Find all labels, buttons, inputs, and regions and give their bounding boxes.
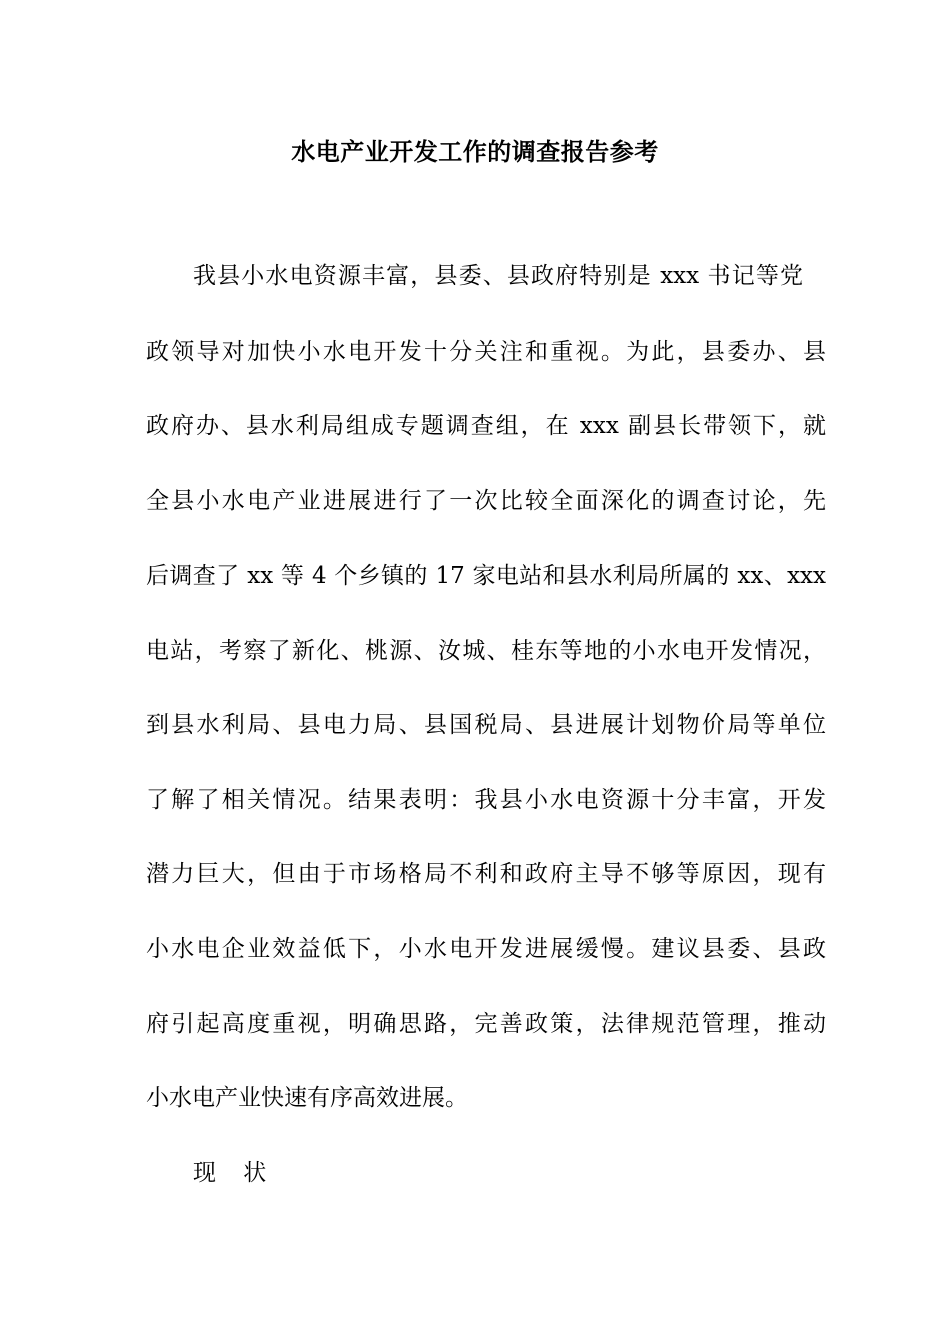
paragraph-line: 政府办、县水利局组成专题调查组，在 xxx 副县长带领下，就: [146, 413, 826, 439]
paragraph-line: 小水电企业效益低下，小水电开发进展缓慢。建议县委、县政: [146, 936, 826, 962]
paragraph-line: 电站，考察了新化、桃源、汝城、桂东等地的小水电开发情况，: [146, 638, 826, 664]
paragraph-line: 我县小水电资源丰富，县委、县政府特别是 xxx 书记等党: [193, 263, 803, 289]
paragraph-line: 潜力巨大，但由于市场格局不利和政府主导不够等原因，现有: [146, 861, 826, 887]
paragraph-line: 全县小水电产业进展进行了一次比较全面深化的调查讨论，先: [146, 488, 826, 514]
section-heading: 现 状: [193, 1160, 277, 1186]
paragraph-line: 后调查了 xx 等 4 个乡镇的 17 家电站和县水利局所属的 xx、xxx: [146, 563, 826, 589]
paragraph-line: 了解了相关情况。结果表明：我县小水电资源十分丰富，开发: [146, 787, 826, 813]
paragraph-line: 小水电产业快速有序高效进展。: [146, 1085, 468, 1111]
paragraph-line: 到县水利局、县电力局、县国税局、县进展计划物价局等单位: [146, 712, 826, 738]
paragraph-line: 政领导对加快小水电开发十分关注和重视。为此，县委办、县: [146, 339, 826, 365]
paragraph-line: 府引起高度重视，明确思路，完善政策，法律规范管理，推动: [146, 1011, 826, 1037]
document-title: 水电产业开发工作的调查报告参考: [291, 138, 659, 166]
